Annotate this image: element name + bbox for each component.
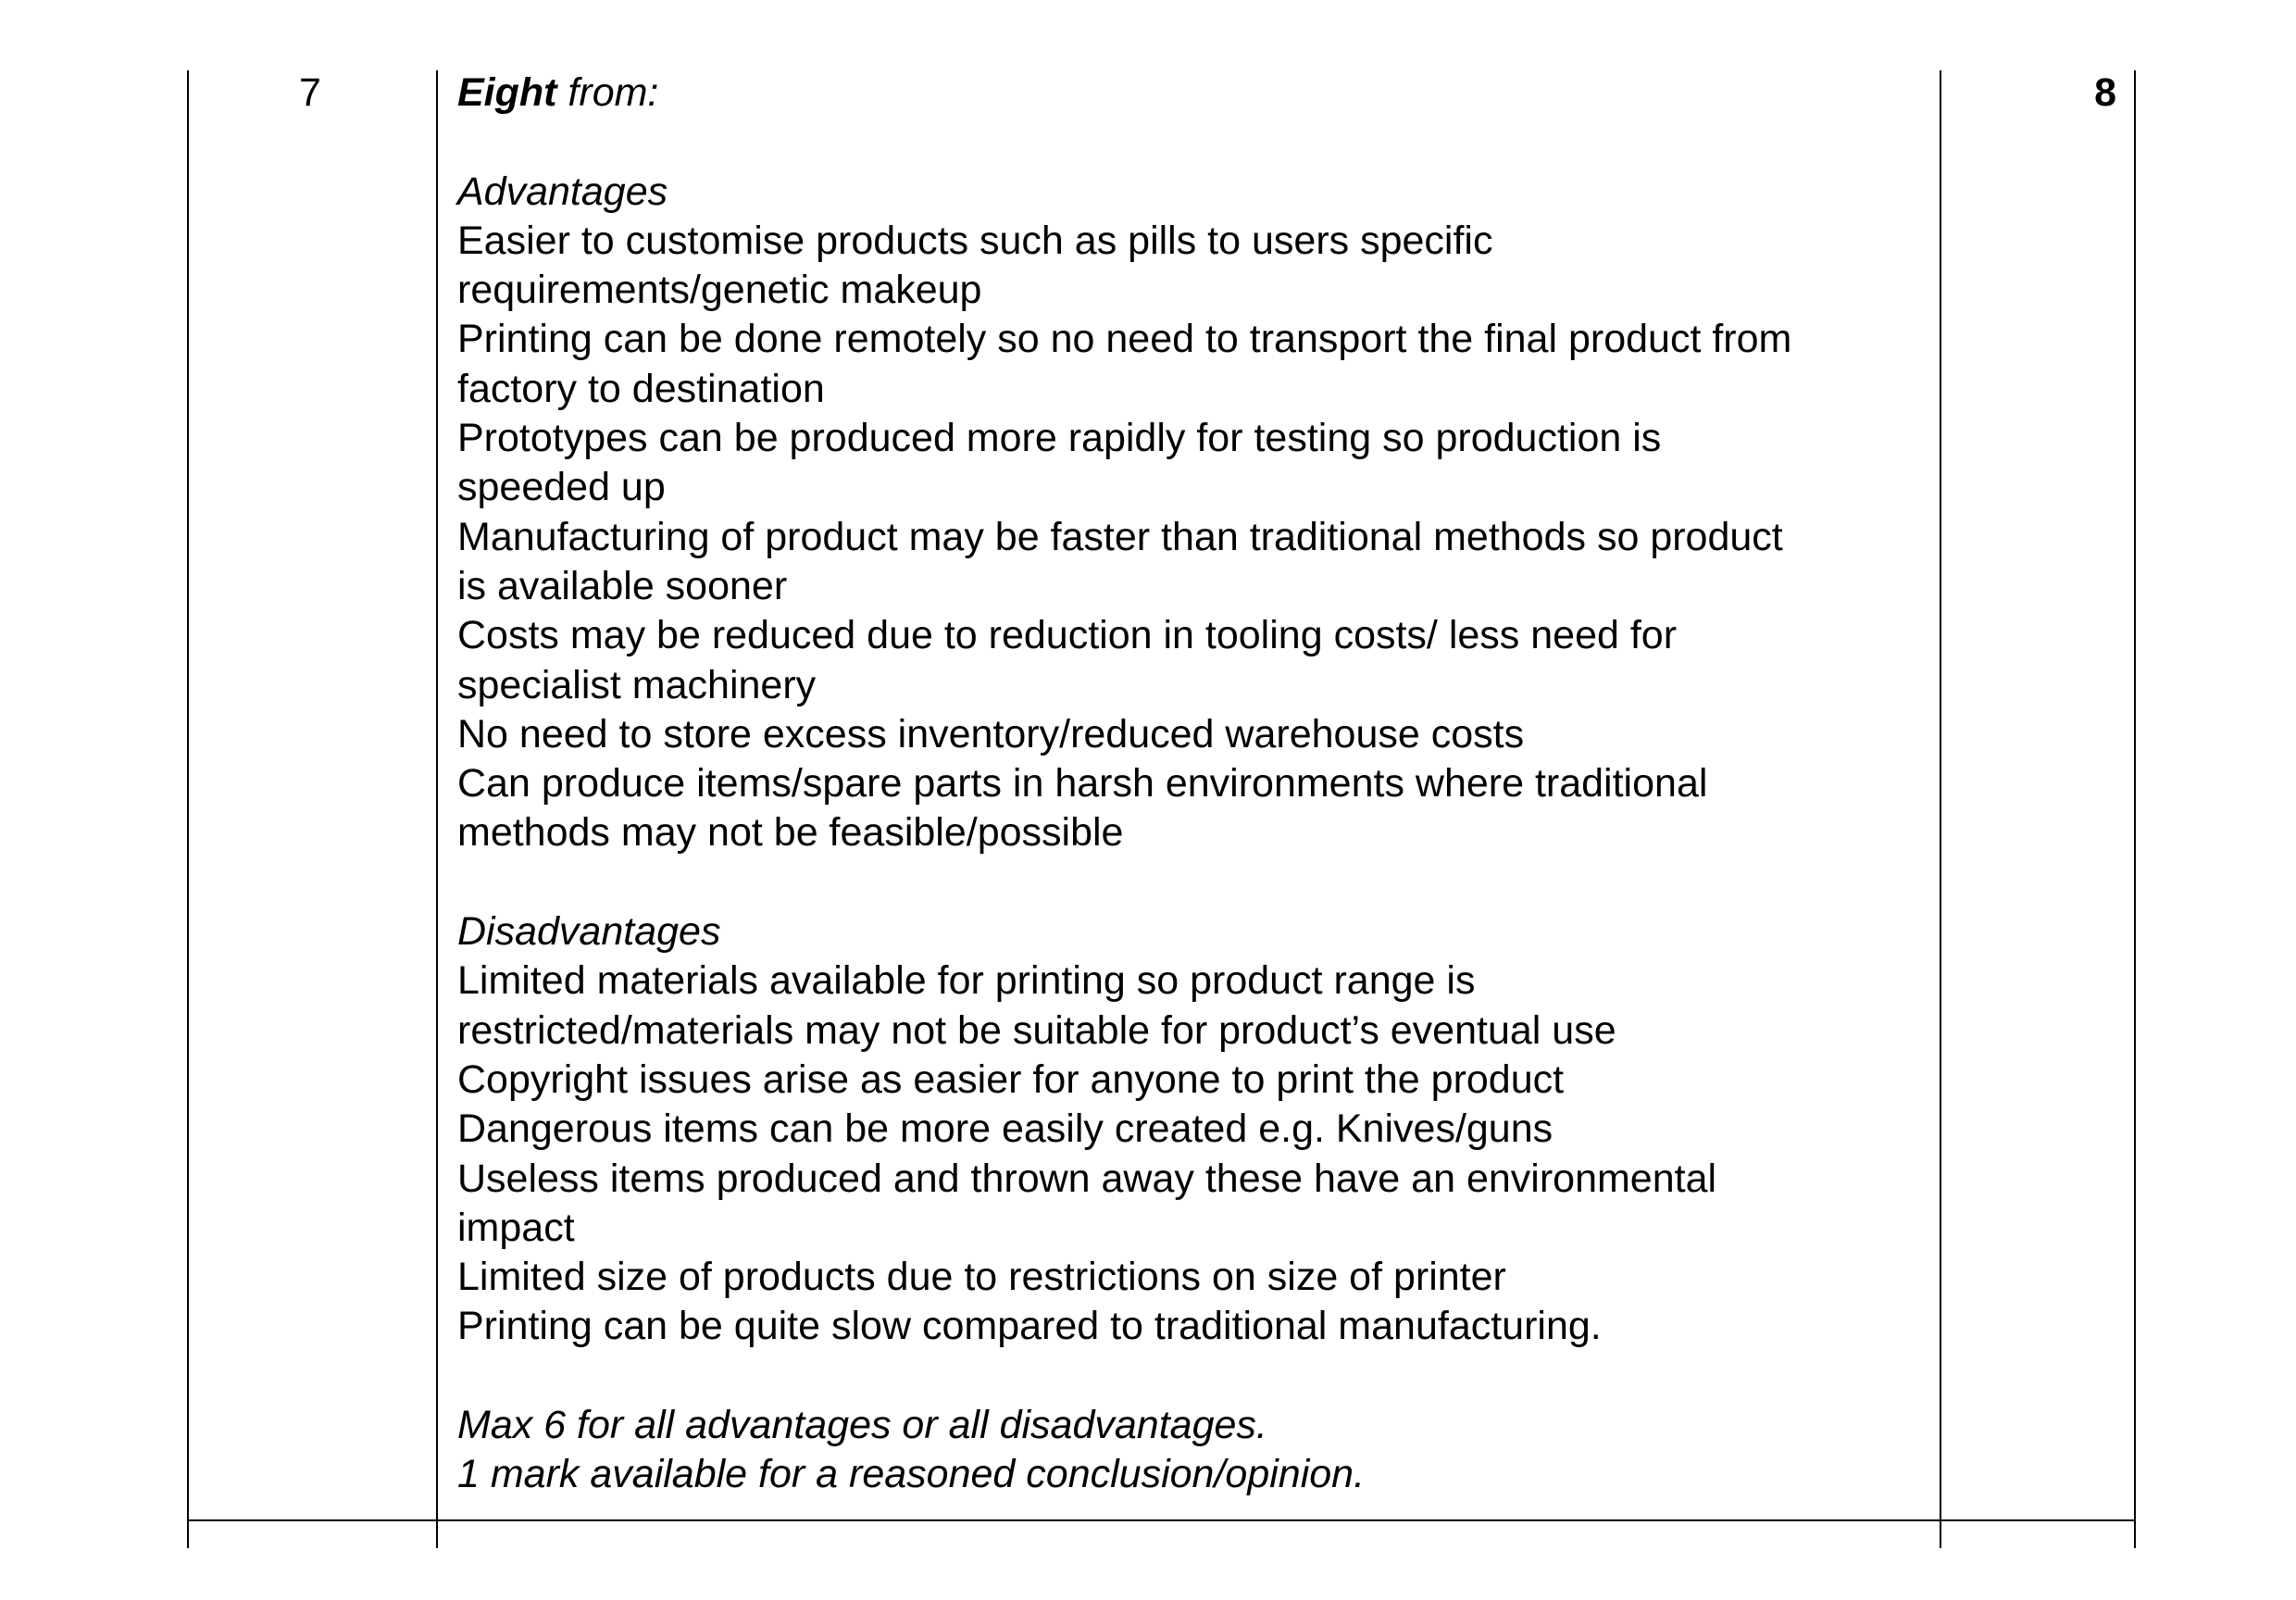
advantages-line: factory to destination <box>457 366 825 411</box>
answer-intro-rest: from: <box>556 70 659 115</box>
disadvantages-line: restricted/materials may not be suitable for product’s eventual use <box>457 1007 1616 1053</box>
advantages-line: speeded up <box>457 465 666 510</box>
advantages-line: methods may not be feasible/possible <box>457 810 1124 856</box>
advantages-line: Manufacturing of product may be faster than traditional methods so product <box>457 514 1783 559</box>
spacer <box>457 858 1939 907</box>
advantages-line: No need to store excess inventory/reduced warehouse costs <box>457 711 1525 756</box>
table-right-border <box>2134 70 2136 1548</box>
disadvantages-line: Limited size of products due to restrictions on size of printer <box>457 1255 1506 1300</box>
answer-intro <box>457 69 1939 118</box>
advantages-line: Can produce items/spare parts in harsh environments where traditional <box>457 761 1708 806</box>
advantages-line: specialist machinery <box>457 662 817 707</box>
marking-note: Max 6 for all advantages or all disadvantages. <box>457 1403 1267 1448</box>
disadvantages-heading: Disadvantages <box>457 909 721 955</box>
advantages-line: Printing can be done remotely so no need to transport the final product from <box>457 317 1792 362</box>
disadvantages-line: Useless items produced and thrown away these have an environmental <box>457 1156 1717 1201</box>
marking-note: 1 mark available for a reasoned conclusion/opinion. <box>457 1452 1366 1497</box>
advantages-line: requirements/genetic makeup <box>457 268 982 313</box>
table-row-bottom-border <box>187 1519 2135 1521</box>
advantages-line: is available sooner <box>457 563 788 608</box>
advantages-line: Costs may be reduced due to reduction in tooling costs/ less need for <box>457 613 1678 658</box>
disadvantages-line: impact <box>457 1205 575 1250</box>
spacer <box>457 1352 1939 1401</box>
disadvantages-line: Printing can be quite slow compared to traditional manufacturing. <box>457 1304 1602 1349</box>
table-column-divider-1 <box>436 70 438 1548</box>
spacer <box>457 118 1939 167</box>
advantages-line: Easier to customise products such as pills to users specific <box>457 218 1493 263</box>
advantages-line: Prototypes can be produced more rapidly for testing so production is <box>457 416 1662 461</box>
table-column-divider-2 <box>1940 70 1941 1548</box>
disadvantages-line: Limited materials available for printing so product range is <box>457 958 1476 1004</box>
question-number: 7 <box>299 70 321 115</box>
marks-value: 8 <box>2094 70 2116 115</box>
mark-scheme-answer <box>457 69 1939 1500</box>
disadvantages-line: Dangerous items can be more easily created e.g. Knives/guns <box>457 1106 1554 1152</box>
answer-intro-count: Eight <box>457 70 557 115</box>
disadvantages-line: Copyright issues arise as easier for anyone to print the product <box>457 1056 1565 1102</box>
table-left-border <box>187 70 189 1548</box>
advantages-heading: Advantages <box>457 169 668 214</box>
